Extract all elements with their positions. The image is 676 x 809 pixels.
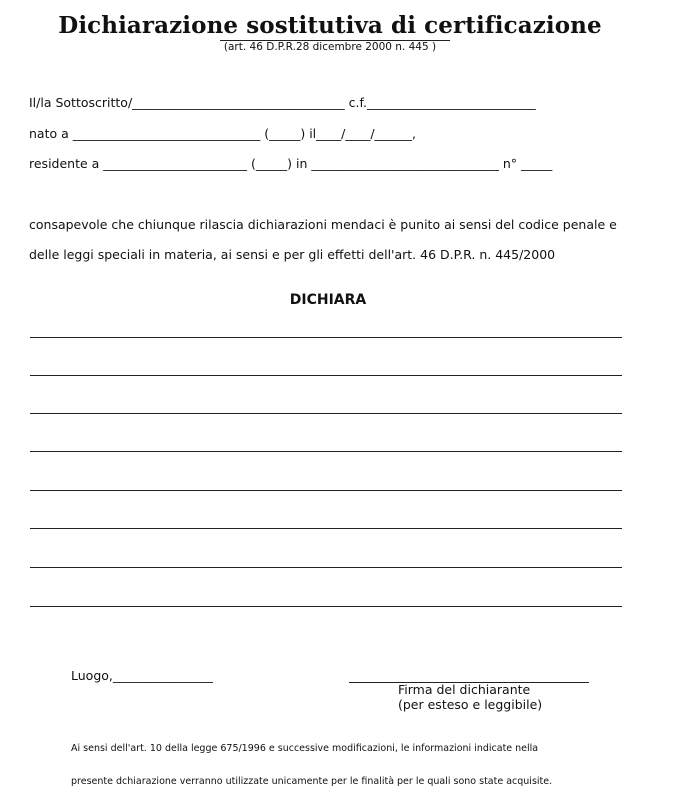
field-sottoscritto-cf[interactable]: Il/la Sottoscritto/__________________________________ c.f.___________________________ [29, 95, 536, 110]
declaration-line[interactable] [30, 606, 622, 607]
privacy-line-2: presente dchiarazione verranno utilizzate unicamente per le finalità per le quali sono state acquisite. [71, 776, 553, 787]
field-residente-a[interactable]: residente a _______________________ (_____) in ______________________________ n° _____ [29, 156, 553, 171]
signature-label: Firma del dichiarante [398, 682, 531, 697]
declaration-line[interactable] [30, 451, 622, 452]
statement-line-2: delle leggi speciali in materia, ai sensi e per gli effetti dell'art. 46 D.P.R. n. 445/2000 [29, 247, 556, 262]
declaration-line[interactable] [30, 528, 622, 529]
document-subtitle: (art. 46 D.P.R.28 dicembre 2000 n. 445 ) [223, 41, 437, 53]
statement-line-1: consapevole che chiunque rilascia dichiarazioni mendaci è punito ai sensi del codice penale e [29, 217, 617, 232]
declaration-line[interactable] [30, 567, 622, 568]
privacy-notice [71, 721, 552, 809]
dichiara-heading: DICHIARA [289, 292, 367, 308]
declaration-line[interactable] [30, 375, 622, 376]
signature-note: (per esteso e leggibile) [398, 697, 543, 712]
declaration-line[interactable] [30, 413, 622, 414]
signature-label-block [398, 682, 542, 712]
privacy-line-1: Ai sensi dell'art. 10 della legge 675/1996 e successive modificazioni, le informazioni indicate nella [71, 743, 539, 754]
luogo-field[interactable]: Luogo,________________ [71, 668, 213, 683]
declaration-line[interactable] [30, 490, 622, 491]
field-nato-a-data[interactable]: nato a ______________________________ (_____) il____/____/______, [29, 126, 417, 141]
document-title: Dichiarazione sostitutiva di certificazione [58, 12, 602, 39]
declaration-line[interactable] [30, 337, 622, 338]
